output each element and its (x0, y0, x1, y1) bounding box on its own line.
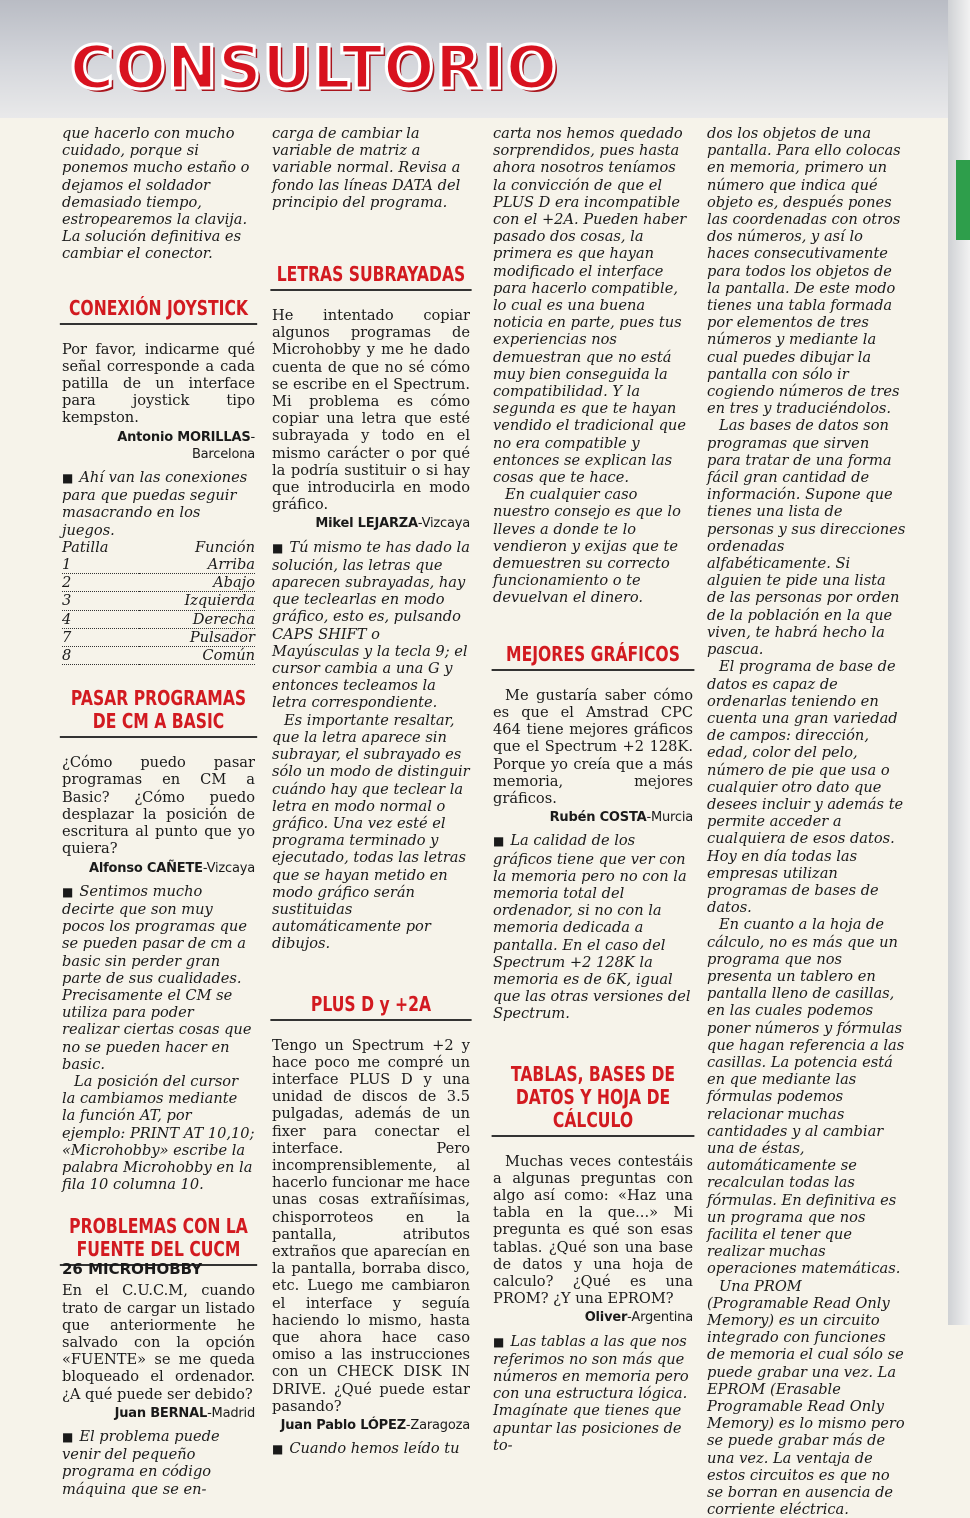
answer-text: La posición del cursor la cambiamos mediante la función AT, por ejemplo: PRINT AT 10,10; «Microhobby» escribe la palabra Microhobby en la fila 10 columna 10. (62, 1072, 255, 1194)
table-row: 4 Derecha (62, 610, 255, 628)
heading-cucm: PROBLEMAS CON LA FUENTE DEL CUCM (60, 1215, 257, 1266)
column-4 (707, 125, 907, 1518)
pin-header: Patilla (62, 538, 109, 556)
answer-text: que hacerlo con mucho cuidado, porque si ponemos mucho estaño o dejamos el soldador demasiado tiempo, estropearemos la clavija. La solución definitiva es cambiar el conector. (62, 125, 250, 263)
question-text: Por favor, indicarme qué señal corresponde a cada patilla de un interface para joystick tipo kempston. (62, 340, 255, 427)
column-1 (62, 125, 255, 1498)
signature: Mikel LEJARZA-Vizcaya (315, 516, 470, 532)
answer-text: Una PROM (Programable Read Only Memory) es un circuito integrado con funciones de memoria el cual sólo se puede grabar una vez. La EPROM (Erasable Programable Read Only Memory) es lo mismo pero se puede grabar más de una vez. La ventaja de estos circuitos es que no se borran en ausencia de corriente eléctrica. (707, 1277, 905, 1518)
green-edge-tab (956, 160, 970, 240)
heading-graficos: MEJORES GRÁFICOS (492, 643, 695, 671)
question-text: En el C.U.C.M, cuando trato de cargar un listado que anteriormente he salvado con la opción «FUENTE» se me queda bloqueado el ordenador. ¿A qué puede ser debido? (62, 1282, 255, 1403)
answer-text: ■ Tú mismo te has dado la solución, las letras que aparecen subrayadas, hay que teclearlas en modo gráfico, esto es, pulsando CAPS SHIFT o Mayúsculas y la tecla 9; el cursor cambia a una G y entonces tecleamos la letra correspondiente. (272, 539, 470, 712)
answer-text: En cuanto a la hoja de cálculo, no es más que un programa que nos presenta un tablero en pantalla lleno de casillas, en las cuales podemos poner números y fórmulas que hagan referencia a las casillas. La potencia está en que mediante las fórmulas podemos relacionar muchas cantidades y al cambiar una de éstas, automáticamente se recalculan todas las fórmulas. En definitiva es un programa que nos facilita el tener que realizar muchas operaciones matemáticas. (707, 916, 905, 1278)
answer-text: dos los objetos de una pantalla. Para ello colocas en memoria, primero un número que indica qué objeto es, después pones las coordenadas con otros dos números, y así lo haces consecutivamente para todos los objetos de la pantalla. De este modo tienes una tabla formada por elementos de tres números y mediante la cual puedes dibujar la pantalla con sólo ir cogiendo números de tres en tres y traduciéndolos. (707, 125, 901, 418)
answer-text: Es importante resaltar, que la letra aparece sin subrayar, el subrayado es sólo un modo de distinguir cuándo hay que teclear la letra en modo normal o gráfico. Una vez esté el programa terminado y ejecutado, todas las letras que se hayan metido en modo gráfico serán sustituidas automáticamente por dibujos. (272, 711, 470, 953)
answer-text: ■ Las tablas a las que nos referimos no son más que números en memoria pero con una estructura lógica. Imagínate que tienes que apuntar las posiciones de to- (493, 1333, 693, 1454)
answer-text: Las bases de datos son programas que sirven para tratar de una forma fácil gran cantidad de información. Supone que tienes una lista de personas y sus direcciones ordenadas alfabéticamente. Si alguien te pide una lista de las personas por orden de la población en la que viven, te habrá hecho la pascua. (707, 417, 906, 659)
answer-text: carga de cambiar la variable de matriz a variable normal. Revisa a fondo las líneas DATA del principio del programa. (272, 125, 461, 211)
heading-tablas: TABLAS, BASES DE DATOS Y HOJA DE CÁLCULO (492, 1063, 695, 1137)
heading-letras: LETRAS SUBRAYADAS (270, 263, 471, 291)
heading-plus-d: PLUS D y +2A (270, 993, 471, 1021)
signature: Juan Pablo LÓPEZ-Zaragoza (280, 1418, 470, 1433)
signature: Juan BERNAL-Madrid (114, 1405, 255, 1421)
section-title: CONSULTORIO (70, 33, 558, 103)
signature: Rubén COSTA-Murcia (549, 810, 693, 826)
signature: Antonio MORILLAS-Barcelona (117, 429, 255, 462)
signature: Oliver-Argentina (584, 1310, 693, 1326)
answer-text: carta nos hemos quedado sorprendidos, pues hasta ahora nosotros teníamos la convicción de que el PLUS D era incompatible con el +2A. Pueden haber pasado dos cosas, la primera es que hayan modificado el interface para hacerlo compatible, lo cual es una buena noticia en parte, pues tus experiencias nos demuestran que no está muy bien conseguida la compatibilidad. Y la segunda es que te hayan vendido el tradicional que no era compatible y entonces se explican las cosas que te hace. (493, 125, 687, 487)
table-row: 2 Abajo (62, 574, 255, 592)
page-footer: 26 MICROHOBBY (62, 1260, 203, 1278)
question-text: ¿Cómo puedo pasar programas en CM a Basic? ¿Cómo puedo desplazar la posición de escritura al punto que yo quiera? (62, 754, 255, 858)
column-3 (493, 125, 693, 1454)
table-row: 1 Arriba (62, 556, 255, 574)
answer-text: ■ Ahí van las conexiones para que puedas seguir masacrando en los juegos. (62, 469, 255, 539)
column-2 (272, 125, 470, 1458)
question-text: Me gustaría saber cómo es que el Amstrad CPC 464 tiene mejores gráficos que el Spectrum +2 128K. Porque yo creía que a más memoria, mejores gráficos. (493, 686, 693, 807)
question-text: Muchas veces contestáis a algunas preguntas con algo así como: «Haz una tabla en la que...» Mi pregunta es qué son esas tablas. ¿Qué son una base de datos y una hoja de calculo? ¿Qué es una PROM? ¿Y una EPROM? (493, 1152, 693, 1308)
signature: Alfonso CAÑETE-Vizcaya (88, 860, 255, 876)
table-row: 3 Izquierda (62, 592, 255, 610)
answer-text: ■ El problema puede venir del pequeño programa en código máquina que se en- (62, 1428, 255, 1498)
answer-text: ■ Sentimos mucho decirte que son muy pocos los programas que se pueden pasar de cm a basic sin perder gran parte de sus cualidades. Precisamente el CM se utiliza para poder realizar ciertas cosas que no se pueden hacer en basic. (62, 883, 255, 1073)
table-row: 7 Pulsador (62, 628, 255, 646)
question-text: Tengo un Spectrum +2 y hace poco me compré un interface PLUS D y una unidad de discos de 3.5 pulgadas, además de un fixer para conectar el interface. Pero incomprensiblemente, al hacerlo funcionar me hace unas cosas extrañísimas, chisporroteos en la pantalla, atributos extraños que aparecían en la pantalla, borraba disco, etc. Luego me cambiaron el interface y seguía haciendo lo mismo, hasta que ahora hace caso omiso a las instrucciones con un CHECK DISK IN DRIVE. ¿Qué puede estar pasando? (272, 1036, 470, 1415)
answer-text: En cualquier caso nuestro consejo es que lo lleves a donde te lo vendieron y exijas que te demuestren su correcto funcionamiento o te devuelvan el dinero. (493, 486, 681, 607)
answer-text: ■ Cuando hemos leído tu (272, 1440, 470, 1458)
function-header: Función (195, 538, 255, 556)
pin-table (62, 539, 255, 665)
question-text: He intentado copiar algunos programas de Microhobby y me he dado cuenta de que no sé cómo se escribe en el Spectrum. Mi problema es cómo copiar una letra que esté subrayada y todo en el mismo carácter o por qué la podría sustituir o si hay que introducirla en modo gráfico. (272, 307, 470, 514)
answer-text: El programa de base de datos es capaz de ordenarlas teniendo en cuenta una gran variedad de campos: dirección, edad, color del pelo, número de pie que usa o cualquier otro dato que desees incluir y además te permite acceder a cualquiera de esos datos. Hoy en día todas las empresas utilizan programas de bases de datos. (707, 658, 904, 917)
heading-cm-basic: PASAR PROGRAMAS DE CM A BASIC (60, 687, 257, 738)
answer-text: ■ La calidad de los gráficos tiene que ver con la memoria pero no con la memoria total del ordenador, si no con la memoria dedicada a pantalla. En el caso del Spectrum +2 128K la memoria es de 6K, igual que las otras versiones del Spectrum. (493, 832, 693, 1022)
table-row: 8 Común (62, 647, 255, 665)
heading-joystick: CONEXIÓN JOYSTICK (60, 297, 257, 325)
